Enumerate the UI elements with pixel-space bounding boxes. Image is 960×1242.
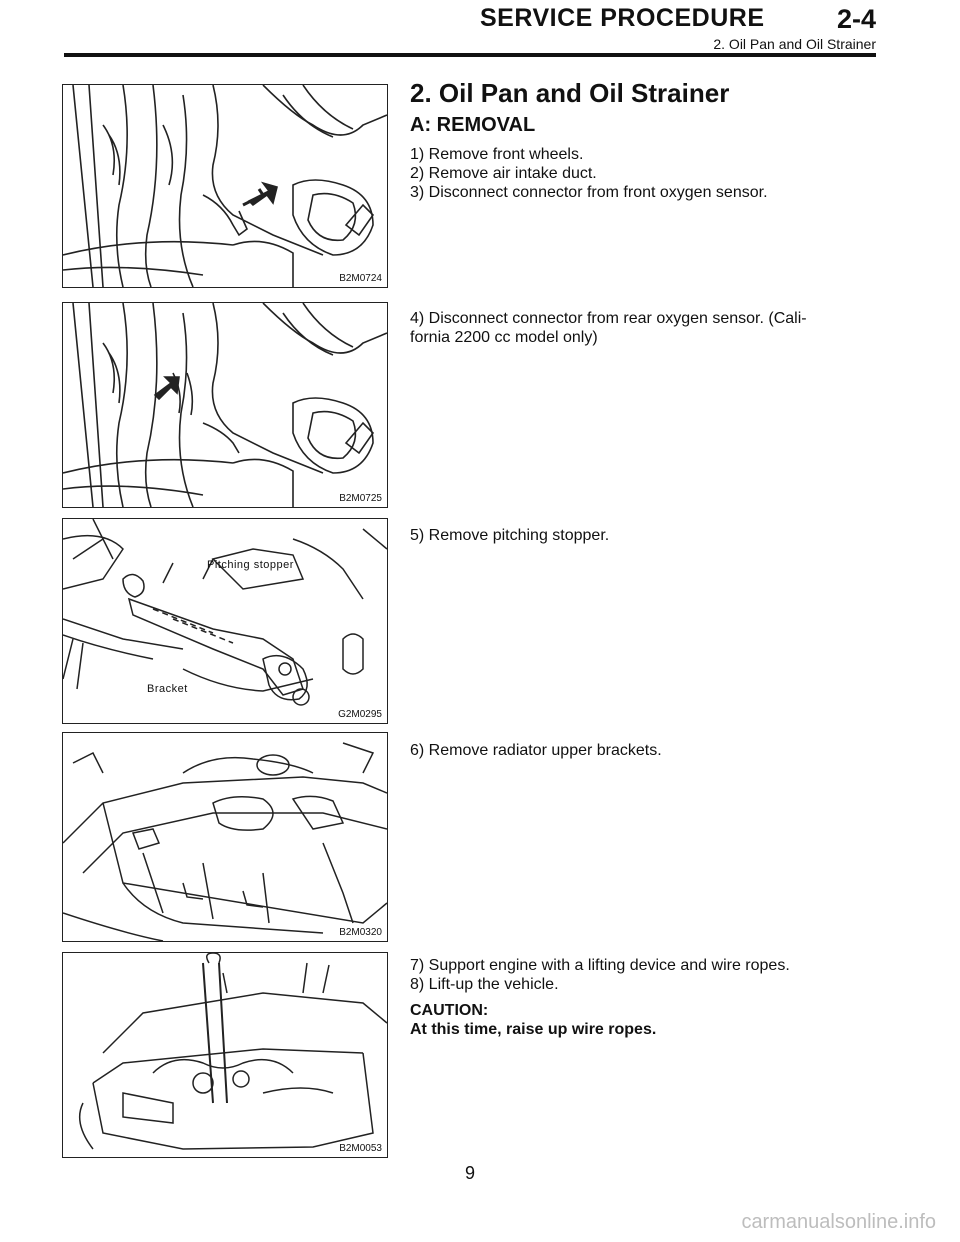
figure-code: B2M0724 bbox=[339, 273, 382, 284]
section-code: 2-4 bbox=[836, 4, 876, 34]
step-4-block bbox=[410, 309, 880, 347]
figure-rear-oxygen-sensor bbox=[62, 302, 388, 508]
header-subtitle: 2. Oil Pan and Oil Strainer bbox=[713, 36, 876, 52]
caution-label: CAUTION: bbox=[410, 1002, 489, 1019]
step-8: 8) Lift-up the vehicle. bbox=[410, 976, 559, 993]
figure-radiator-brackets bbox=[62, 732, 388, 942]
step-6-block bbox=[410, 741, 880, 760]
watermark: carmanualsonline.info bbox=[741, 1211, 936, 1233]
steps-1-3 bbox=[410, 145, 880, 202]
header-title: SERVICE PROCEDURE bbox=[480, 4, 765, 32]
step-4-line-2: fornia 2200 cc model only) bbox=[410, 329, 598, 346]
page-number: 9 bbox=[464, 1163, 475, 1183]
pitching-stopper-illustration bbox=[63, 519, 387, 723]
section-title: 2. Oil Pan and Oil Strainer bbox=[410, 78, 730, 108]
step-7: 7) Support engine with a lifting device and wire ropes. bbox=[410, 957, 790, 974]
label-bracket: Bracket bbox=[147, 683, 188, 695]
engine-illustration bbox=[63, 85, 387, 287]
figure-lifting-device bbox=[62, 952, 388, 1158]
figure-code: B2M0725 bbox=[339, 493, 382, 504]
step-4-line-1: 4) Disconnect connector from rear oxygen sensor. (Cali- bbox=[410, 310, 807, 327]
figure-front-oxygen-sensor bbox=[62, 84, 388, 288]
step-5-block bbox=[410, 526, 880, 545]
step-3: 3) Disconnect connector from front oxygen sensor. bbox=[410, 184, 768, 201]
label-pitching-stopper: Pitching stopper bbox=[207, 559, 294, 571]
figure-code: B2M0320 bbox=[339, 927, 382, 938]
step-5: 5) Remove pitching stopper. bbox=[410, 527, 610, 544]
engine-illustration bbox=[63, 303, 387, 507]
figure-code: G2M0295 bbox=[338, 709, 382, 720]
figure-code: B2M0053 bbox=[339, 1143, 382, 1154]
caution-text: At this time, raise up wire ropes. bbox=[410, 1021, 657, 1038]
step-6: 6) Remove radiator upper brackets. bbox=[410, 742, 662, 759]
header-rule bbox=[64, 53, 876, 57]
step-2: 2) Remove air intake duct. bbox=[410, 165, 597, 182]
radiator-illustration bbox=[63, 733, 387, 941]
lifting-device-illustration bbox=[63, 953, 387, 1157]
subsection-title: A: REMOVAL bbox=[410, 114, 536, 136]
steps-7-8 bbox=[410, 956, 880, 1039]
step-1: 1) Remove front wheels. bbox=[410, 146, 584, 163]
figure-pitching-stopper bbox=[62, 518, 388, 724]
